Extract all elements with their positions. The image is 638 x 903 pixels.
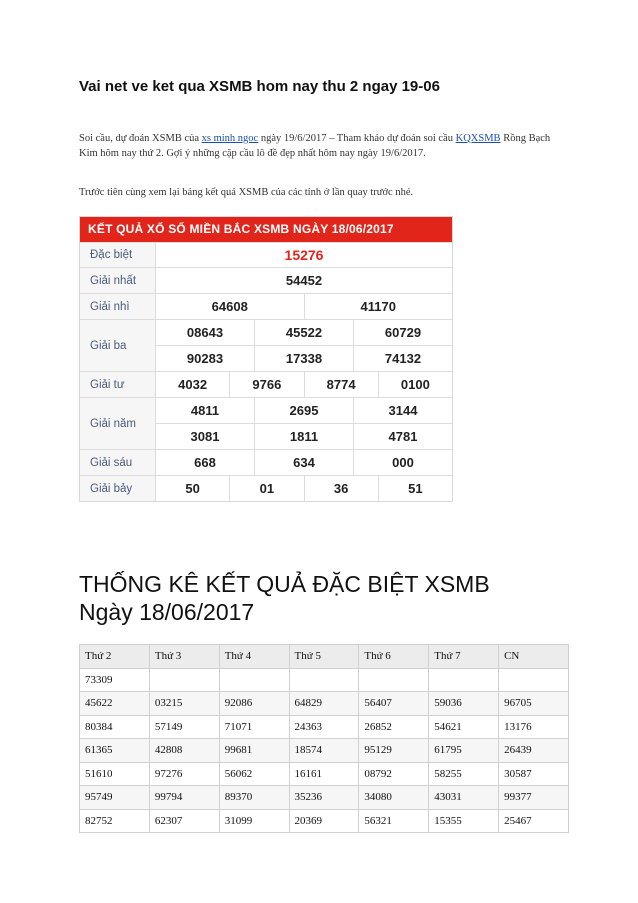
table-cell: 95749 bbox=[80, 786, 150, 810]
table-cell: 61365 bbox=[80, 739, 150, 763]
table-cell bbox=[429, 668, 499, 692]
table-cell: 35236 bbox=[289, 786, 359, 810]
prize-row-sixth bbox=[80, 449, 452, 475]
table-cell: 43031 bbox=[429, 786, 499, 810]
prize-number: 4032 bbox=[178, 377, 208, 392]
column-header: Thứ 2 bbox=[80, 645, 150, 669]
column-header: Thứ 6 bbox=[359, 645, 429, 669]
table-header-row bbox=[80, 645, 569, 669]
prize-number: 8774 bbox=[304, 372, 378, 397]
table-cell: 89370 bbox=[219, 786, 289, 810]
prize-label: Giải tư bbox=[80, 372, 156, 397]
prize-label: Giải sáu bbox=[80, 450, 156, 475]
intro-paragraph-2: Trước tiên cùng xem lại bảng kết quả XSMB của các tỉnh ở lần quay trước nhé. bbox=[79, 187, 414, 198]
prize-number: 2695 bbox=[254, 398, 353, 423]
table-cell: 31099 bbox=[219, 809, 289, 833]
table-cell: 59036 bbox=[429, 692, 499, 716]
table-cell: 30587 bbox=[499, 762, 569, 786]
table-cell bbox=[289, 668, 359, 692]
table-cell bbox=[219, 668, 289, 692]
table-cell: 34080 bbox=[359, 786, 429, 810]
prize-number: 01 bbox=[229, 476, 303, 501]
table-cell: 16161 bbox=[289, 762, 359, 786]
prize-row-second bbox=[80, 293, 452, 319]
table-cell: 45622 bbox=[80, 692, 150, 716]
prize-row-fifth bbox=[80, 397, 452, 449]
table-cell: 57149 bbox=[149, 715, 219, 739]
prize-number: 74132 bbox=[353, 346, 452, 371]
prize-row-third bbox=[80, 319, 452, 371]
prize-number: 51 bbox=[378, 476, 452, 501]
table-cell: 58255 bbox=[429, 762, 499, 786]
prize-label: Giải nhất bbox=[80, 268, 156, 293]
table-row bbox=[80, 739, 569, 763]
prize-row-first bbox=[80, 267, 452, 293]
table-cell: 61795 bbox=[429, 739, 499, 763]
table-cell: 51610 bbox=[80, 762, 150, 786]
xs-minh-ngoc-link[interactable]: xs minh ngoc bbox=[201, 133, 259, 144]
prize-number: 60729 bbox=[353, 320, 452, 345]
result-board bbox=[79, 216, 453, 502]
table-cell: 25467 bbox=[499, 809, 569, 833]
prize-label: Giải nhì bbox=[80, 294, 156, 319]
prize-number: 4781 bbox=[353, 424, 452, 449]
table-cell: 64829 bbox=[289, 692, 359, 716]
prize-number: 3144 bbox=[353, 398, 452, 423]
table-row bbox=[80, 786, 569, 810]
table-cell: 97276 bbox=[149, 762, 219, 786]
table-cell bbox=[499, 668, 569, 692]
table-cell: 20369 bbox=[289, 809, 359, 833]
table-row bbox=[80, 809, 569, 833]
column-header: Thứ 4 bbox=[219, 645, 289, 669]
table-cell: 15355 bbox=[429, 809, 499, 833]
intro-text: Soi cầu, dự đoán XSMB của bbox=[79, 133, 202, 144]
table-cell: 18574 bbox=[289, 739, 359, 763]
prize-row-fourth bbox=[80, 371, 452, 397]
prize-number: 36 bbox=[304, 476, 378, 501]
prize-number: 64608 bbox=[211, 299, 248, 314]
table-cell: 26439 bbox=[499, 739, 569, 763]
column-header: Thứ 7 bbox=[429, 645, 499, 669]
table-cell: 56321 bbox=[359, 809, 429, 833]
table-cell: 24363 bbox=[289, 715, 359, 739]
intro-text: Rồng Bạch Kim hôm nay thứ 2. Gợi ý những cặp cầu lô đề đẹp nhất hôm nay ngày 19/6/2017. bbox=[79, 133, 551, 159]
table-row bbox=[80, 762, 569, 786]
table-cell: 92086 bbox=[219, 692, 289, 716]
table-cell bbox=[149, 668, 219, 692]
prize-number: 000 bbox=[353, 450, 452, 475]
table-row bbox=[80, 668, 569, 692]
table-cell: 99794 bbox=[149, 786, 219, 810]
prize-number: 3081 bbox=[190, 429, 220, 444]
table-cell: 56062 bbox=[219, 762, 289, 786]
prize-number: 90283 bbox=[186, 351, 224, 366]
table-cell: 71071 bbox=[219, 715, 289, 739]
table-cell: 08792 bbox=[359, 762, 429, 786]
prize-label: Giải năm bbox=[80, 398, 156, 449]
kqxsmb-link[interactable]: KQXSMB bbox=[455, 133, 501, 144]
table-cell: 42808 bbox=[149, 739, 219, 763]
table-cell: 62307 bbox=[149, 809, 219, 833]
table-cell: 99681 bbox=[219, 739, 289, 763]
intro-text: ngày 19/6/2017 – Tham khảo dự đoán soi cầu bbox=[258, 133, 456, 144]
table-cell: 82752 bbox=[80, 809, 150, 833]
table-cell: 03215 bbox=[149, 692, 219, 716]
prize-label: Giải ba bbox=[80, 320, 156, 371]
prize-number: 08643 bbox=[186, 325, 224, 340]
table-cell: 26852 bbox=[359, 715, 429, 739]
table-row bbox=[80, 692, 569, 716]
prize-number: 9766 bbox=[229, 372, 303, 397]
stats-heading-line2: Ngày 18/06/2017 bbox=[79, 599, 255, 625]
prize-number: 634 bbox=[254, 450, 353, 475]
intro-paragraph bbox=[79, 131, 559, 161]
stats-heading-line1: THỐNG KÊ KẾT QUẢ ĐẶC BIỆT XSMB bbox=[79, 571, 490, 597]
special-prize-number: 15276 bbox=[284, 247, 324, 263]
table-cell: 54621 bbox=[429, 715, 499, 739]
column-header: Thứ 3 bbox=[149, 645, 219, 669]
table-cell: 73309 bbox=[80, 668, 150, 692]
column-header: CN bbox=[499, 645, 569, 669]
result-board-header: KẾT QUẢ XỔ SỐ MIỀN BẮC XSMB NGÀY 18/06/2017 bbox=[80, 217, 452, 242]
prize-label: Giải bảy bbox=[80, 476, 156, 501]
table-row bbox=[80, 715, 569, 739]
prize-label: Đặc biệt bbox=[80, 243, 156, 267]
prize-number: 668 bbox=[194, 455, 216, 470]
prize-number: 45522 bbox=[254, 320, 353, 345]
table-cell: 13176 bbox=[499, 715, 569, 739]
table-cell: 96705 bbox=[499, 692, 569, 716]
prize-number: 17338 bbox=[254, 346, 353, 371]
table-cell: 80384 bbox=[80, 715, 150, 739]
stats-heading bbox=[79, 570, 490, 626]
article-title: Vai net ve ket qua XSMB hom nay thu 2 ngay 19-06 bbox=[79, 78, 440, 95]
table-cell: 95129 bbox=[359, 739, 429, 763]
prize-number: 4811 bbox=[190, 403, 220, 418]
prize-number: 50 bbox=[185, 481, 200, 496]
prize-number: 41170 bbox=[304, 294, 453, 319]
table-cell bbox=[359, 668, 429, 692]
prize-row-seventh bbox=[80, 475, 452, 501]
column-header: Thứ 5 bbox=[289, 645, 359, 669]
special-stats-table bbox=[79, 644, 569, 833]
table-cell: 56407 bbox=[359, 692, 429, 716]
prize-number: 1811 bbox=[254, 424, 353, 449]
table-cell: 99377 bbox=[499, 786, 569, 810]
prize-number: 54452 bbox=[285, 273, 323, 288]
prize-row-special bbox=[80, 242, 452, 267]
prize-number: 0100 bbox=[378, 372, 452, 397]
